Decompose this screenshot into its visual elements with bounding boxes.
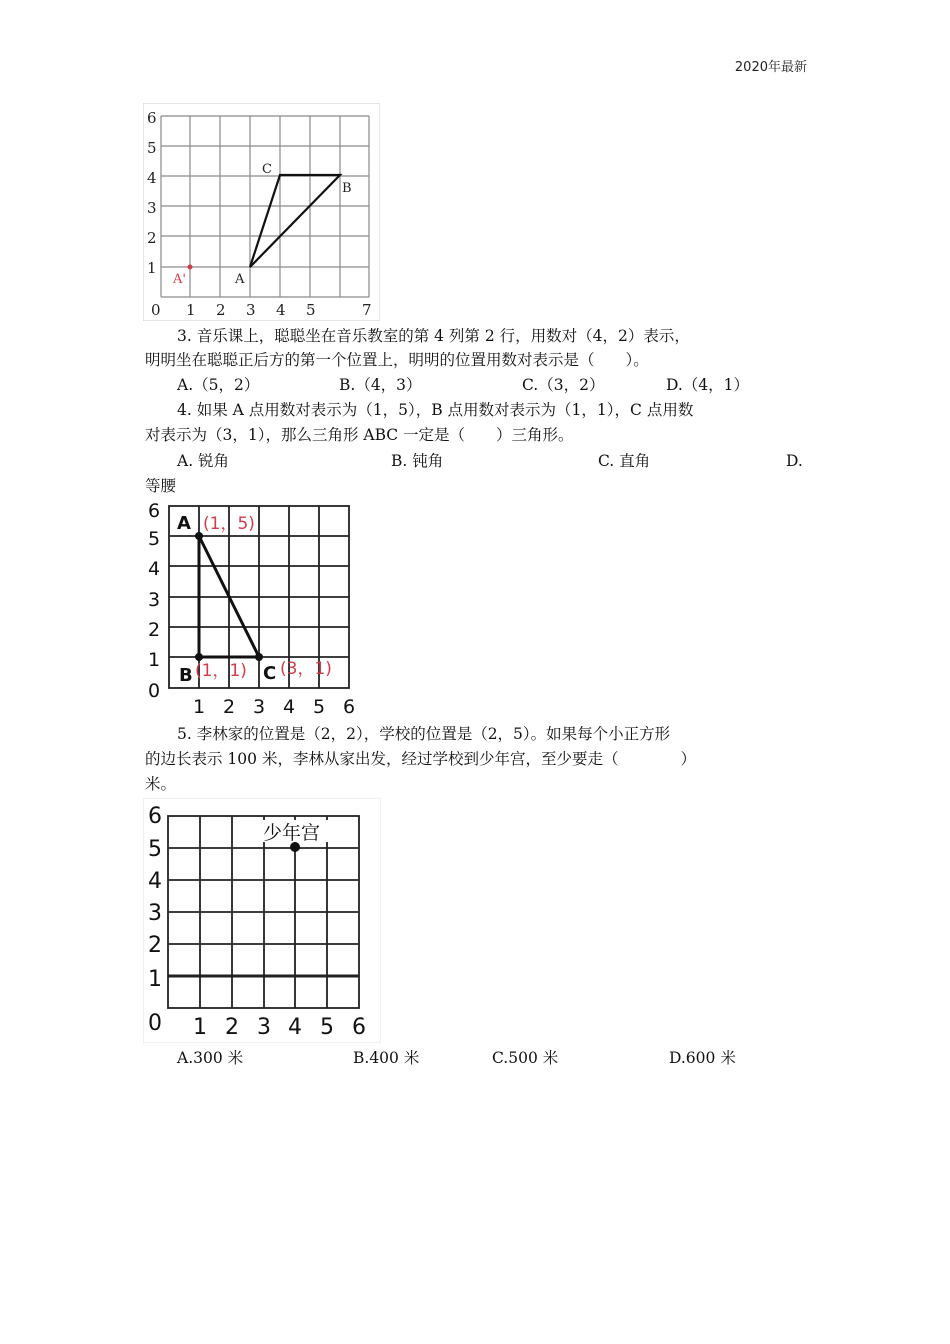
fig1-y-tick-3: 3 (147, 199, 157, 217)
q5-option-d: D.600 米 (669, 1049, 736, 1067)
fig2-y-tick-3: 3 (148, 589, 161, 611)
q3-option-d: D.（4，1） (666, 376, 750, 394)
fig1-x-tick-7: 7 (362, 301, 372, 319)
fig2-y-tick-0: 0 (148, 680, 161, 702)
fig1-x-tick-2: 2 (216, 301, 226, 319)
figure-1-grid (161, 116, 369, 297)
figure-3-coordinate-grid (143, 798, 381, 1043)
fig2-label-b: B (179, 665, 193, 686)
fig1-x-tick-3: 3 (246, 301, 256, 319)
q5-option-a: A.300 米 (177, 1049, 244, 1067)
figure-1-coordinate-grid (143, 103, 380, 321)
fig2-y-tick-2: 2 (148, 619, 161, 641)
q4-option-d-wrap: 等腰 (145, 477, 177, 495)
point-a (195, 532, 203, 540)
fig1-label-c: C (262, 162, 272, 177)
q5-option-b: B.400 米 (353, 1049, 420, 1067)
point-b (195, 653, 203, 661)
q3-option-a: A.（5，2） (177, 376, 260, 394)
fig3-y-tick-5: 5 (148, 837, 162, 862)
q4-option-c: C. 直角 (598, 452, 651, 470)
fig3-y-tick-4: 4 (148, 869, 162, 894)
fig1-x-tick-4: 4 (276, 301, 286, 319)
fig2-y-tick-4: 4 (148, 558, 161, 580)
fig2-coord-a: (1，5) (203, 514, 255, 534)
fig2-x-tick-4: 4 (283, 696, 296, 718)
fig3-y-tick-0: 0 (148, 1011, 162, 1036)
fig2-x-tick-3: 3 (253, 696, 266, 718)
fig1-label-a-prime: A' (173, 272, 186, 287)
fig1-x-tick-1: 1 (186, 301, 196, 319)
q3-line1: 3. 音乐课上，聪聪坐在音乐教室的第 4 列第 2 行，用数对（4，2）表示， (177, 327, 690, 345)
figure-2-coordinate-grid (143, 499, 367, 721)
q4-line2: 对表示为（3，1），那么三角形 ABC 一定是（ ）三角形。 (145, 426, 574, 444)
q5-line3: 米。 (145, 775, 177, 793)
q3-line2: 明明坐在聪聪正后方的第一个位置上，明明的位置用数对表示是（ ）。 (145, 351, 649, 369)
fig3-label-palace: 少年宫 (263, 822, 321, 844)
q4-option-a: A. 锐角 (177, 452, 230, 470)
figure-2-svg (143, 499, 367, 721)
fig1-label-a: A (235, 272, 245, 287)
fig3-x-tick-1: 1 (193, 1015, 207, 1040)
fig1-y-tick-5: 5 (147, 139, 157, 157)
fig1-y-tick-1: 1 (147, 259, 157, 277)
q5-line1: 5. 李林家的位置是（2，2），学校的位置是（2，5）。如果每个小正方形 (177, 725, 671, 743)
q3-option-c: C.（3，2） (522, 376, 605, 394)
fig3-x-tick-4: 4 (288, 1015, 302, 1040)
fig3-y-tick-6: 6 (148, 804, 162, 829)
q3-option-b: B.（4，3） (339, 376, 422, 394)
q3-options (177, 373, 807, 397)
page-header: 2020年最新 (734, 60, 807, 75)
figure-1-svg (143, 103, 380, 321)
fig3-x-tick-2: 2 (225, 1015, 239, 1040)
q4-option-d: D. (786, 452, 803, 470)
fig2-x-tick-2: 2 (223, 696, 236, 718)
fig3-y-tick-3: 3 (148, 901, 162, 926)
fig2-y-tick-5: 5 (148, 528, 161, 550)
q5-option-c: C.500 米 (492, 1049, 559, 1067)
figure-3-svg (143, 798, 381, 1043)
fig1-x-tick-0: 0 (151, 301, 161, 319)
fig3-y-tick-1: 1 (148, 967, 162, 992)
fig2-label-a: A (177, 513, 191, 534)
fig1-y-tick-2: 2 (147, 229, 157, 247)
fig1-y-tick-6: 6 (147, 109, 157, 127)
fig2-x-tick-6: 6 (343, 696, 356, 718)
fig3-x-tick-5: 5 (320, 1015, 334, 1040)
point-c (255, 653, 263, 661)
fig2-x-tick-5: 5 (313, 696, 326, 718)
fig1-x-tick-5: 5 (306, 301, 316, 319)
fig3-y-tick-2: 2 (148, 933, 162, 958)
fig2-y-tick-6: 6 (148, 500, 161, 522)
fig3-x-tick-6: 6 (352, 1015, 366, 1040)
q5-line2: 的边长表示 100 米，李林从家出发，经过学校到少年宫，至少要走（ ） (145, 750, 696, 768)
fig2-coord-c: (3，1) (280, 659, 332, 679)
triangle-abc (250, 175, 340, 267)
fig2-label-c: C (263, 663, 277, 684)
q4-option-b: B. 钝角 (391, 452, 444, 470)
fig1-label-b: B (342, 181, 352, 196)
figure-3-grid (168, 816, 359, 1008)
q4-options (177, 449, 807, 473)
fig2-coord-b: (1，1) (195, 661, 247, 681)
q4-line1: 4. 如果 A 点用数对表示为（1，5），B 点用数对表示为（1，1），C 点用数 (177, 401, 694, 419)
fig3-x-tick-3: 3 (257, 1015, 271, 1040)
point-a-prime (188, 265, 193, 270)
q5-options (177, 1046, 807, 1070)
fig2-x-tick-1: 1 (193, 696, 206, 718)
fig2-y-tick-1: 1 (148, 649, 161, 671)
fig1-y-tick-4: 4 (147, 169, 157, 187)
